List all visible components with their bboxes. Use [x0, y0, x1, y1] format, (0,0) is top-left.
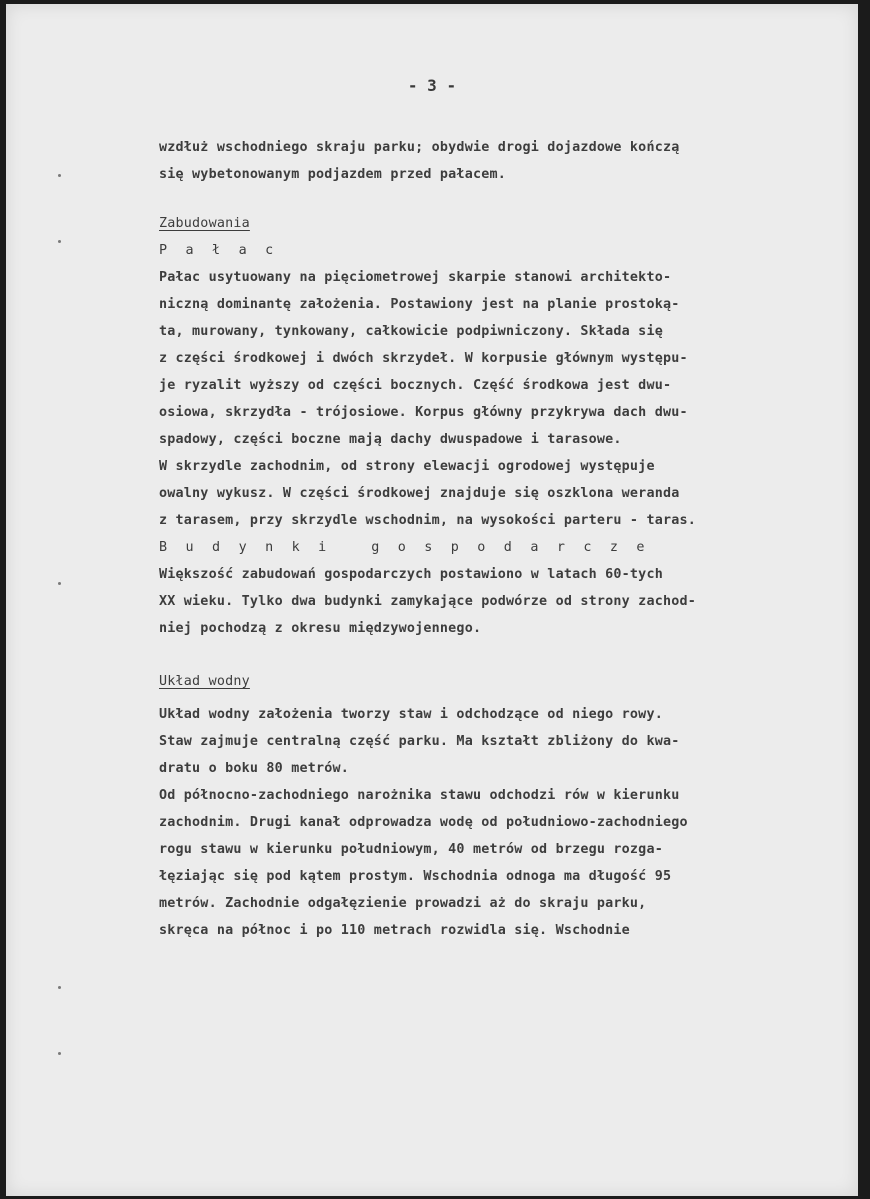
punch-mark	[58, 986, 61, 989]
text-line: niej pochodzą z okresu międzywojennego.	[159, 621, 482, 636]
text-line: niczną dominantę założenia. Postawiony jest na planie prostoką-	[159, 297, 680, 312]
section-heading-water: Układ wodny	[159, 674, 250, 689]
document-page	[6, 4, 858, 1196]
text-line: wzdłuż wschodniego skraju parku; obydwie drogi dojazdowe kończą	[159, 140, 680, 155]
punch-mark	[58, 582, 61, 585]
text-line: owalny wykusz. W części środkowej znajduje się oszklona weranda	[159, 486, 680, 501]
text-line: Układ wodny założenia tworzy staw i odchodzące od niego rowy.	[159, 707, 663, 722]
text-line: rogu stawu w kierunku południowym, 40 metrów od brzegu rozga-	[159, 842, 663, 857]
text-line: W skrzydle zachodnim, od strony elewacji ogrodowej występuje	[159, 459, 655, 474]
text-line: się wybetonowanym podjazdem przed pałacem.	[159, 167, 506, 182]
punch-mark	[58, 1052, 61, 1055]
text-line: je ryzalit wyższy od części bocznych. Część środkowa jest dwu-	[159, 378, 672, 393]
text-line: spadowy, części boczne mają dachy dwuspadowe i tarasowe.	[159, 432, 622, 447]
text-line: zachodnim. Drugi kanał odprowadza wodę od południowo-zachodniego	[159, 815, 688, 830]
text-line: skręca na północ i po 110 metrach rozwidla się. Wschodnie	[159, 923, 630, 938]
text-line: Staw zajmuje centralną część parku. Ma kształt zbliżony do kwa-	[159, 734, 680, 749]
text-line: z tarasem, przy skrzydle wschodnim, na wysokości parteru - taras.	[159, 513, 697, 528]
punch-mark	[58, 240, 61, 243]
text-line: Większość zabudowań gospodarczych postawiono w latach 60-tych	[159, 567, 663, 582]
subheading-farm-buildings: B u d y n k i g o s p o d a r c z e	[159, 540, 650, 555]
text-line: dratu o boku 80 metrów.	[159, 761, 350, 776]
punch-mark	[58, 174, 61, 177]
section-heading-buildings: Zabudowania	[159, 216, 250, 231]
text-line: Pałac usytuowany na pięciometrowej skarpie stanowi architekto-	[159, 270, 672, 285]
text-line: z części środkowej i dwóch skrzydeł. W korpusie głównym występu-	[159, 351, 688, 366]
text-line: metrów. Zachodnie odgałęzienie prowadzi aż do skraju parku,	[159, 896, 647, 911]
section-buildings	[159, 210, 849, 642]
section-water	[159, 668, 849, 944]
page-number: - 3 -	[407, 76, 457, 95]
subheading-palace: P a ł a c	[159, 243, 279, 258]
text-line: Od północno-zachodniego narożnika stawu odchodzi rów w kierunku	[159, 788, 680, 803]
text-line: ta, murowany, tynkowany, całkowicie podpiwniczony. Składa się	[159, 324, 663, 339]
text-line: łęziając się pod kątem prostym. Wschodnia odnoga ma długość 95	[159, 869, 672, 884]
paragraph-intro	[159, 134, 849, 188]
text-line: XX wieku. Tylko dwa budynki zamykające podwórze od strony zachod-	[159, 594, 697, 609]
text-line: osiowa, skrzydła - trójosiowe. Korpus główny przykrywa dach dwu-	[159, 405, 688, 420]
page-body	[159, 134, 849, 944]
